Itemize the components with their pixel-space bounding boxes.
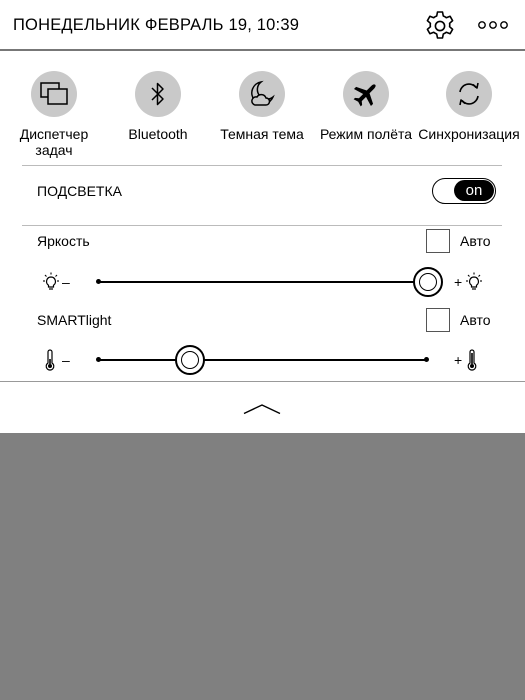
brightness-label: Яркость — [37, 233, 90, 249]
toggle-label: Режим полёта — [319, 126, 413, 142]
smartlight-auto-checkbox[interactable] — [426, 308, 450, 332]
thermometer-warm-icon — [466, 349, 478, 371]
toggle-dark-theme[interactable] — [210, 71, 314, 142]
brightness-slider-handle[interactable] — [413, 267, 443, 297]
smartlight-slider-track[interactable] — [98, 359, 428, 361]
slider-end-dot — [96, 279, 101, 284]
toggle-airplane-mode[interactable] — [314, 71, 418, 142]
thermometer-cold-icon — [44, 349, 56, 371]
toggle-label: Темная тема — [220, 126, 304, 142]
toggle-sync[interactable] — [417, 71, 521, 142]
brightness-plus: + — [454, 274, 463, 290]
backlight-label: ПОДСВЕТКА — [37, 183, 122, 199]
smartlight-minus: – — [62, 352, 70, 368]
bluetooth-icon — [148, 80, 168, 108]
sync-icon — [454, 79, 484, 109]
brightness-slider-track[interactable] — [98, 281, 428, 283]
toggle-bluetooth[interactable] — [106, 71, 210, 142]
airplane-icon — [351, 79, 381, 109]
status-header — [0, 0, 525, 51]
smartlight-plus: + — [454, 352, 463, 368]
divider — [0, 381, 525, 382]
divider — [22, 165, 502, 166]
gear-icon[interactable] — [424, 10, 456, 42]
toggle-task-manager[interactable] — [2, 71, 106, 158]
windows-icon — [39, 81, 69, 107]
toggle-label: Синхронизация — [418, 126, 520, 142]
moon-cloud-icon — [247, 79, 277, 109]
backlight-switch-state: on — [454, 180, 494, 201]
more-dots-icon[interactable] — [478, 18, 508, 32]
smartlight-slider-handle[interactable] — [175, 345, 205, 375]
smartlight-label: SMARTlight — [37, 312, 112, 328]
bulb-bright-icon — [465, 272, 483, 292]
smartlight-auto-label: Авто — [460, 312, 491, 328]
brightness-auto-label: Авто — [460, 233, 491, 249]
toggle-label-line2: задач — [35, 142, 73, 158]
slider-end-dot — [96, 357, 101, 362]
brightness-auto-checkbox[interactable] — [426, 229, 450, 253]
date-time: ПОНЕДЕЛЬНИК ФЕВРАЛЬ 19, 10:39 — [13, 16, 300, 34]
slider-end-dot — [424, 357, 429, 362]
toggle-label: Bluetooth — [128, 126, 188, 142]
bulb-dim-icon — [42, 272, 60, 292]
backlight-switch[interactable] — [432, 178, 496, 204]
toggle-label: Диспетчер — [19, 126, 89, 142]
brightness-minus: – — [62, 274, 70, 290]
dimmed-background[interactable] — [0, 433, 525, 700]
divider — [22, 225, 502, 226]
chevron-up-icon[interactable] — [243, 403, 281, 415]
